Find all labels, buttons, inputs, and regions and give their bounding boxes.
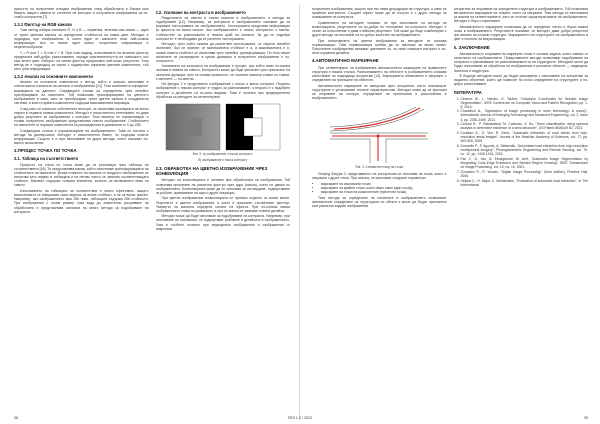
paragraph: Автоматичното откриване на маркерни точки е сложна задача, която зависи от качеството на изображението. Представените методи позволяват подобряване на контраста и увеличаване на разпознаваемостта на структурите. Методите могат да бъдат използвани за обработка на изображения в различни области — медицина, биология и индустрия. <box>453 51 588 73</box>
page-footer <box>0 412 600 420</box>
paragraph: Методът може да бъде използван за подобряване на контраста. Например, при използване на лапласиан, се подчертават ръбовете и детайлите в изображението. Това е особено полезно при медицински изображения и изображения от микроскоп. <box>155 214 290 231</box>
paragraph: Методът на конволюцията е основен при обработката на изображения. Той позволява прилагане на различни филтри чрез ядро (маска), което се движи по изображението. Конволюцията може да се използва за изглаждане, подчертаване на ръбове, премахване на шум и други операции. <box>155 178 290 195</box>
paragraph: Анализ на основните компоненти е метод, който е широко използван в статистиката и анализа на сигнали и изображения [14]. Тези компоненти определят вариацията на данните. Следващите стъпки са определени чрез линейно преобразуване на пикселите. Той позволява трансформиране на цветното изображение в сиво, като се преобразуват трите цветни канала в координатна система, в която първата компонента съдържа максималната вариация. <box>14 80 149 106</box>
section-heading: 2.1. Таблица на съответствието <box>14 156 79 162</box>
figure-2-caption-b: б) изображение с висок контраст <box>198 157 248 162</box>
paragraph: В бъдеще методите могат да бъдат разширени с използване на алгоритми за машинно обучение, които ще позволят по-точно определяне на структурите и по-добро разпознаване. <box>453 74 588 87</box>
references-heading: ЛИТЕРАТУРА <box>453 89 482 95</box>
page-number-right: 39 <box>584 416 588 420</box>
paragraph: На фигура 2 е представено изображение с нисък и висок контраст. Първото изображение с ниския контраст е трудно за разпознаване, а второто е с подобрен контраст и детайлите са по-ясно видими. Това е полезно при предварителна обработка за методите за сегментиране. <box>155 82 290 99</box>
figure-3-point-diagram <box>324 103 434 165</box>
paragraph: Усилването на контраста на изображение е процес, при който имат по-малка разлика в нивата на сивото. Контрастът може да бъде увеличен чрез прилагане на различни функции, като се спазва правилото, че тъмните пиксели стават по-тъмни, а светлите — по-светли. <box>155 64 290 81</box>
paragraph: Според Фигура 3, представянето на алгоритъма се основава на точка, която е свързана с други точки. При анализ, се използват следните параметри: <box>312 172 447 181</box>
section-heading: 2.ПРОЦЕС ТОЧКА ПО ТОЧКА <box>14 148 77 154</box>
paragraph: яркостта на получените изходни изображения след обработката е близка към базата, защото зависи от степента на контраст и получените изображения са по-слабо контрастни [7]. <box>14 7 149 20</box>
paragraph: Процесът на точка по точка може да се реализира чрез таблица на съответствието [16]. Тя представлява масив, който изпълнява трансформацията на стойностите на пикселите. Всяка стойност на пиксела от входното изображение се използва като индекс в таблицата и на негово място се записва съответстващата стойност. Масивът съдържа толкова елементи, колкото са възможните нива на сивото. <box>14 162 149 188</box>
paragraph: Тези методи за определяне на пикселите в изображението позволяват автоматично определяне на структурата на обекта и могат да бъдат приложени към различни видове изображения. <box>312 195 447 209</box>
paragraph: Разделянето на светли и тъмни пиксели в изображението и методи за подобряване [12]. Например, за контраста в изображението изискват да се формира хистограмата на изображението. Хистограмата представя информация за яркостта на всеки пиксел. Ако изображението е тъмно, контрастът е малък, стойностите са разположени в ниския край на скалата. За да се подобри контрастът, е необходимо да се разтегне хистограмата. <box>155 16 290 41</box>
low-contrast-object <box>184 118 202 136</box>
section-heading: 1.3.2 Анализ на основните компоненти <box>14 73 93 79</box>
reference-item: 6. Fan J., D. Yau, A. Elmagarmid, W. Aref, "Automatic Image Segmentation by Integrating Color-Edge Extraction and Seeded Region Growing", IEEE Transactions on Image Processing, vol. 10, no. 10, 2001. <box>461 157 589 169</box>
section-heading: 5. ЗАКЛЮЧЕНИЕ <box>453 44 490 50</box>
reference-item: 4. Cunalaci A., O. Vlai, R. Zanzi, "Automatic extraction of rural seeds from high-resolution aerial images", Annals of the Brazilian Academy of Sciences, vol. 77, pp. 509-528, 2005. <box>461 131 589 143</box>
paragraph: Сравнението на методите показва, че при използване на метода на конволюцията, резултатите са по-добри по отношение на контраста. Методът е лесен за изпълнение и дава стабилни резултати. Той може да бъде комбиниран с други методи за постигане на по-добро качество на изображението. <box>312 20 447 38</box>
figure-3-graphic <box>324 103 434 165</box>
list-item: • маркиране на изолирани точки; <box>321 182 447 186</box>
reference-item: 1. Cesevic W., L. Nenalo, G. Tauber, "Lidaclairs Coordinates for Seeded Image Segmentation", IEEE Conference on Computer Vision and Pattern Recognition, pp. 1-8, 2014. <box>461 97 589 109</box>
paragraph: Следващата стъпка е нормализиране на изображението. Това се постига с метода на дисперсията. Методът е изчислително бавен, но съдържа повече информация. Същото е и при използване на други методи, които изискват по-малко изчисления. <box>14 128 149 146</box>
paragraph: При използването на цветни изображения за методите се изисква нормализация. Тази нормализация трябва да се приложи за всеки канал. Получените изображения запазват цветовете си, но имат повишен контраст и по-ясно изразени детайли. <box>312 38 447 56</box>
section-heading: 4.АВТОМАТИЧНО МАРКИРАНЕ <box>312 58 379 64</box>
figure-2-contrast-images <box>164 102 282 152</box>
figure-3-caption: Фиг. 3: Схематичен вид на точка <box>355 165 404 170</box>
paragraph: Y = R или Y = G или Y = B. При този подход, използването на зеления филтър предполага най-добро разпознаване, поради чувствителността на човешкото око към зелен цвят. Изборът на синия филтър предполага най-лоши резултати. Този метод не е подходящ за сцени с подчертано изразени цветови компоненти, тъй като губи информация. <box>14 50 149 72</box>
reference-item: 5. Docwelle P., F. Agouris, A. Stefanidis, "Automated road extraction from high resolution multispectral imagery", Photogrammetric Engineering and Remote Sensing, vol. 70, no. 12, pp. 1405-1416, 2004. <box>461 144 589 156</box>
left-page-column-2 <box>156 7 291 411</box>
reference-item: 7. Gonzalez R., R. Woods, "Digital Image Processing", (third edition), Prentice Hall, 2008. <box>461 170 589 178</box>
paragraph: При сегментиране на изображения автоматичното маркиране на правилните структури е важна стъпка. Разпознаването на обектите в изображението изисква използване на подходящи алгоритми [13]. Маркирането обикновено е свързано с определяне на границите на обектите. <box>312 65 447 83</box>
reference-item: 8. Helpiar C., H. Major, C. Woldemann, "Evaluation of automatic road extraction", In The International <box>461 179 589 187</box>
paragraph: получените изображения, защото при тях няма деградация на структура, а само се променя контрастът. Същият ефект може да се получи и с други методи за повишаване на контраста. <box>312 7 447 20</box>
right-page-column-1 <box>312 7 447 411</box>
right-page-column-2 <box>454 7 589 411</box>
paragraph: Използването на таблицата за съответствие е много ефективно, защото изчисленията се извършват само веднъж за всяка стойност, а не за всеки пиксел. Например, ако изображението има 256 нива, таблицата съдържа 256 стойности. При изображения с голям размер това води до значително ускоряване на обработката и представлява основата на много методи за подобряване на контраста. <box>14 188 149 214</box>
high-contrast-object <box>244 118 262 136</box>
right-page <box>300 0 600 424</box>
section-heading: 1.3.1 Филтър на RGB канали <box>14 21 72 27</box>
paragraph: При цветни изображения конволюцията се прилага отделно за всеки канал. Резултатът е цветно изображение, в което е приложен съответният филтър. Размерът на маската определя силата на ефекта. При по-голяма маска изображението става по-размазано, а при по-малка се запазват повече детайли. <box>155 196 290 213</box>
figure-2-caption-a: Фиг. 2: а) изображение с нисък контраст; <box>192 151 253 156</box>
section-heading: 2.3. ОБРАБОТКА НА ЦВЕТНО ИЗОБРАЖЕНИЕ ЧРЕЗ КОНВОЛЮЦИЯ <box>155 165 268 177</box>
marker-list <box>312 182 447 194</box>
reference-item: 3. Conrad R., P. Ralkansteal, M. Coleman, X. Hu, "Seed classification using spectral analysis to determine existence of a seed structure", US Patent 8605149 B2, 2013. <box>461 122 589 130</box>
page-number-left: 38 <box>14 416 18 420</box>
paragraph: алгоритъм за откриване на определени структури в изображението. Той позволява автоматично маркиране на точките, които са свързани. Тези методи са използвани за анализ на сегментирането, като се отчитат характеристиките на изображението. Методът е бърз и ефективен. <box>453 7 588 24</box>
paragraph: Автоматичното маркиране се извършва чрез алгоритми, които анализират структурите и установяват техните характеристики. Методът може да се приложи за откриване на контури, определяне на пресичания и разклонения в изображението. <box>312 83 447 101</box>
list-item: • маркиране на крайни точки, които имат само един съсед; <box>321 186 447 190</box>
section-heading: 2.2. Усилване на контраста в изображението <box>155 9 246 15</box>
figure-2-graphic <box>164 102 282 152</box>
paragraph: След като се изчислят собствените вектори, се изчислява проекцията на всеки пиксел в първата главна компонента. Методът е изчислително интензивен, но дава добри резултати за изображения с контраст. Тези пиксели се нормализират и тогава полученото изображение представлява сивото изображение. Стойностите на пикселите от първата компонента са разпределени в диапазона от 0 до 255. <box>14 106 149 128</box>
paragraph: Този метод избира каналите R, G и B — червения, зеления или синия — един от трите цветови канала за определяне стойността на сивия цвят. Методът е подходящ при изображения, в които един от каналите носи най-голяма информация. Ако се вземе един канал, получената информация е нецелесъобразна. <box>14 28 149 50</box>
references-list <box>454 97 589 188</box>
list-item: • маркиране на точки на разклонение (пресечни точки). <box>321 190 447 194</box>
paragraph: Методът, чрез който можем да разтегнем хистограмата, се нарича линейно разтягане. Ако се приеме, че минималната стойност е a, а максималната е b, тогава новата стойност се изчислява чрез линейна трансформация. По този начин пикселите се разпределят в целия диапазон и полученото изображение е по-контрастно. <box>155 42 290 63</box>
journal-issue: ПЕЗ 1-2 / 2021 <box>287 416 313 420</box>
reference-item: 2. Chaudhuri A., "Application of image processing in seed technology: A survey", International Journal of Emerging Technology and Advanced Engineering, vol. 2, issue 4, pp. 2250-2459, 2012. <box>461 109 589 121</box>
left-page-column-1 <box>14 7 149 411</box>
paragraph: Автоматичното маркиране позволява да се определят лесно и бързо важни точки в изображението. Резултатите показват, че методът дава добри резултати при анализ на сложни структури. Маркирането на структурите на изображението в цвят е полезно за визуализация. <box>453 24 588 42</box>
